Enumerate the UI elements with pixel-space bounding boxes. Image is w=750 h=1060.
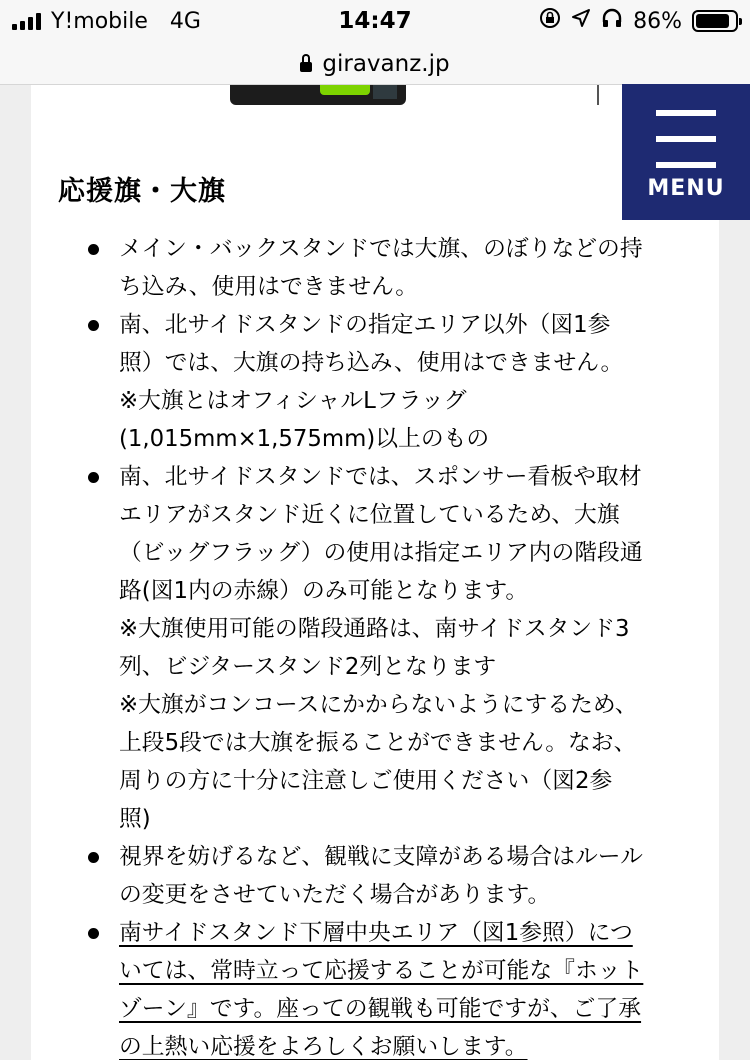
hamburger-icon xyxy=(656,110,716,168)
list-item-text-line: 路(図1内の赤線）のみ可能となります。 xyxy=(119,578,529,604)
bullet-icon xyxy=(88,472,99,483)
section-heading: 応援旗・大旗 xyxy=(58,176,226,207)
list-item-text-line: ※大旗使用可能の階段通路は、南サイドスタンド3 xyxy=(119,616,630,642)
clock: 14:47 xyxy=(338,8,412,34)
list-item-text-line: ※大旗がコンコースにかからないようにするため、 xyxy=(119,692,638,718)
menu-label: MENU xyxy=(647,176,725,201)
stadium-image-bottom-edge xyxy=(230,85,406,105)
list-item-text-line: エリアがスタンド近くに位置しているため、大旗 xyxy=(119,502,620,528)
list-item-text-line: 南サイドスタンド下層中央エリア（図1参照）につ xyxy=(119,920,633,946)
status-right xyxy=(539,8,738,34)
battery-level xyxy=(696,14,729,28)
list-item-text-line: 照）では、大旗の持ち込み、使用はできません。 xyxy=(119,350,624,376)
status-bar xyxy=(0,0,750,44)
network-type: 4G xyxy=(169,8,201,34)
list-item-text-line: 視界を妨げるなど、観戦に支障がある場合はルール xyxy=(119,844,643,870)
list-item-text-line: 照) xyxy=(119,806,151,832)
bullet-icon xyxy=(88,244,99,255)
list-item-text-line: ゾーン』です。座っての観戦も可能ですが、ご了承 xyxy=(119,996,642,1022)
list-item-text-line: 周りの方に十分に注意しご使用ください（図2参 xyxy=(119,768,613,794)
bullet-icon xyxy=(88,928,99,939)
list-item xyxy=(31,458,719,838)
url-domain: giravanz.jp xyxy=(322,51,450,77)
list-item-text-line: 南、北サイドスタンドでは、スポンサー看板や取材 xyxy=(119,464,642,490)
address-bar[interactable] xyxy=(0,44,750,85)
list-item-text-line: 上段5段では大旗を振ることができません。なお、 xyxy=(119,730,637,756)
rules-list xyxy=(31,230,719,1060)
list-item-text-line: 列、ビジタースタンド2列となります xyxy=(119,654,497,680)
battery-percent: 86% xyxy=(633,8,682,34)
page-content xyxy=(31,85,719,1060)
battery-icon xyxy=(692,10,738,32)
list-item-text-line: の変更をさせていただく場合があります。 xyxy=(119,882,551,908)
menu-button[interactable] xyxy=(622,84,750,220)
list-item xyxy=(31,230,719,306)
list-item-text-line: いては、常時立って応援することが可能な『ホット xyxy=(119,958,644,984)
list-item xyxy=(31,838,719,914)
list-item-text-line: ち込み、使用はできません。 xyxy=(119,274,419,300)
list-item[interactable] xyxy=(31,914,719,1060)
bullet-icon xyxy=(88,852,99,863)
list-item-text-line: の上熱い応援をよろしくお願いします。 xyxy=(119,1034,528,1060)
list-item-text-line: ※大旗とはオフィシャルLフラッグ xyxy=(119,388,467,414)
list-item-text-line: （ビッグフラッグ）の使用は指定エリア内の階段通 xyxy=(119,540,643,566)
orientation-lock-icon xyxy=(539,7,561,35)
bullet-icon xyxy=(88,320,99,331)
location-arrow-icon xyxy=(571,8,591,34)
list-item-text-line: 南、北サイドスタンドの指定エリア以外（図1参 xyxy=(119,312,611,338)
lock-icon xyxy=(300,62,312,72)
list-item-text-line: メイン・バックスタンドでは大旗、のぼりなどの持 xyxy=(119,236,643,262)
list-item xyxy=(31,306,719,458)
headphones-icon xyxy=(601,7,623,35)
list-item-text-line: (1,015mm×1,575mm)以上のもの xyxy=(119,426,490,452)
divider-line xyxy=(597,85,599,105)
carrier-name: Y!mobile xyxy=(51,8,148,34)
